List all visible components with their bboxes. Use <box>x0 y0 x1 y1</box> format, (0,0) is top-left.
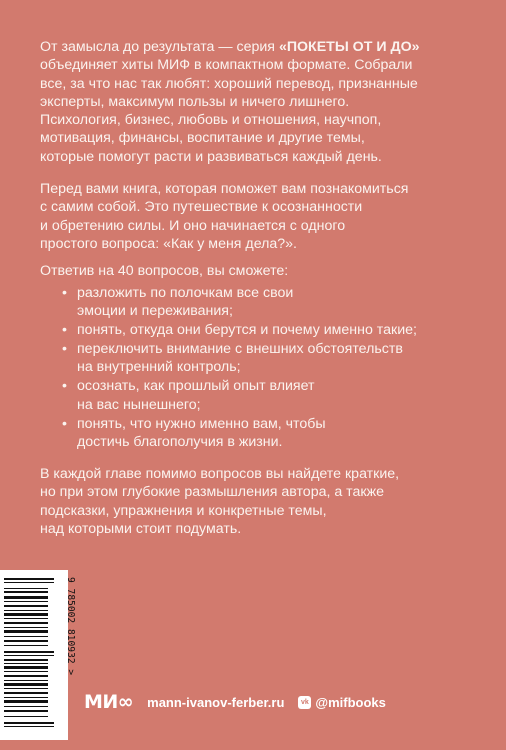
series-name: «ПОКЕТЫ ОТ И ДО» <box>278 39 420 55</box>
list-item: • понять, откуда они берутся и почему именно такие; <box>62 321 417 338</box>
isbn-digits <box>58 575 76 735</box>
text-line: простого вопроса: «Как у меня дела?». <box>40 235 298 252</box>
text-line: но при этом глубокие размышления автора, а также <box>40 484 385 501</box>
text-line: Ответив на 40 вопросов, вы сможете: <box>40 263 289 279</box>
text-line: все, за что нас так любят: хороший перевод, признанные <box>40 75 418 92</box>
social-handle[interactable]: @mifbooks <box>315 694 386 710</box>
list-item: • осознать, как прошлый опыт влияет на вас нынешнего; <box>62 378 315 413</box>
series-description <box>40 38 470 166</box>
text-line: с самим собой. Это путешествие к осознанности <box>40 199 363 216</box>
website-link[interactable]: mann-ivanov-ferber.ru <box>147 694 285 710</box>
text-line: От замысла до результата — серия «ПОКЕТЫ ОТ И ДО» <box>40 39 420 55</box>
text-line: которые помогут расти и развиваться каждый день. <box>40 148 382 165</box>
bullet-icon: • <box>62 416 67 433</box>
text-line: В каждой главе помимо вопросов вы найдете краткие, <box>40 466 400 482</box>
benefits-list <box>62 284 417 452</box>
closing-paragraph <box>40 465 470 538</box>
text-line: над которыми стоит подумать. <box>40 520 242 537</box>
list-item: • разложить по полочкам все свои эмоции и переживания; <box>62 285 294 320</box>
book-intro <box>40 180 470 253</box>
text-line: эксперты, максимум пользы и ничего лишнего. <box>40 93 350 110</box>
list-intro <box>40 262 470 280</box>
isbn-number: 9 785002 810932 > <box>65 577 76 676</box>
text-line: мотивация, финансы, воспитание и другие темы, <box>40 130 365 147</box>
text-line: и обретению силы. И оно начинается с одного <box>40 217 346 234</box>
bullet-icon: • <box>62 321 67 338</box>
bullet-icon: • <box>62 378 67 395</box>
text-line: Перед вами книга, которая поможет вам познакомиться <box>40 181 409 197</box>
publisher-footer <box>84 692 386 712</box>
bullet-icon: • <box>62 285 67 301</box>
list-item: • понять, что нужно именно вам, чтобы достичь благополучия в жизни. <box>62 416 326 451</box>
vk-icon[interactable]: vk <box>298 696 311 709</box>
text-line: Психология, бизнес, любовь и отношения, научпоп, <box>40 112 382 129</box>
bullet-icon: • <box>62 340 67 357</box>
text-line: объединяет хиты МИФ в компактном формате. Собрали <box>40 57 413 74</box>
text-line: подсказки, упражнения и конкретные темы, <box>40 502 327 519</box>
list-item: • переключить внимание с внешних обстоятельств на внутренний контроль; <box>62 340 403 376</box>
mif-logo: МИ∞ <box>84 691 134 713</box>
